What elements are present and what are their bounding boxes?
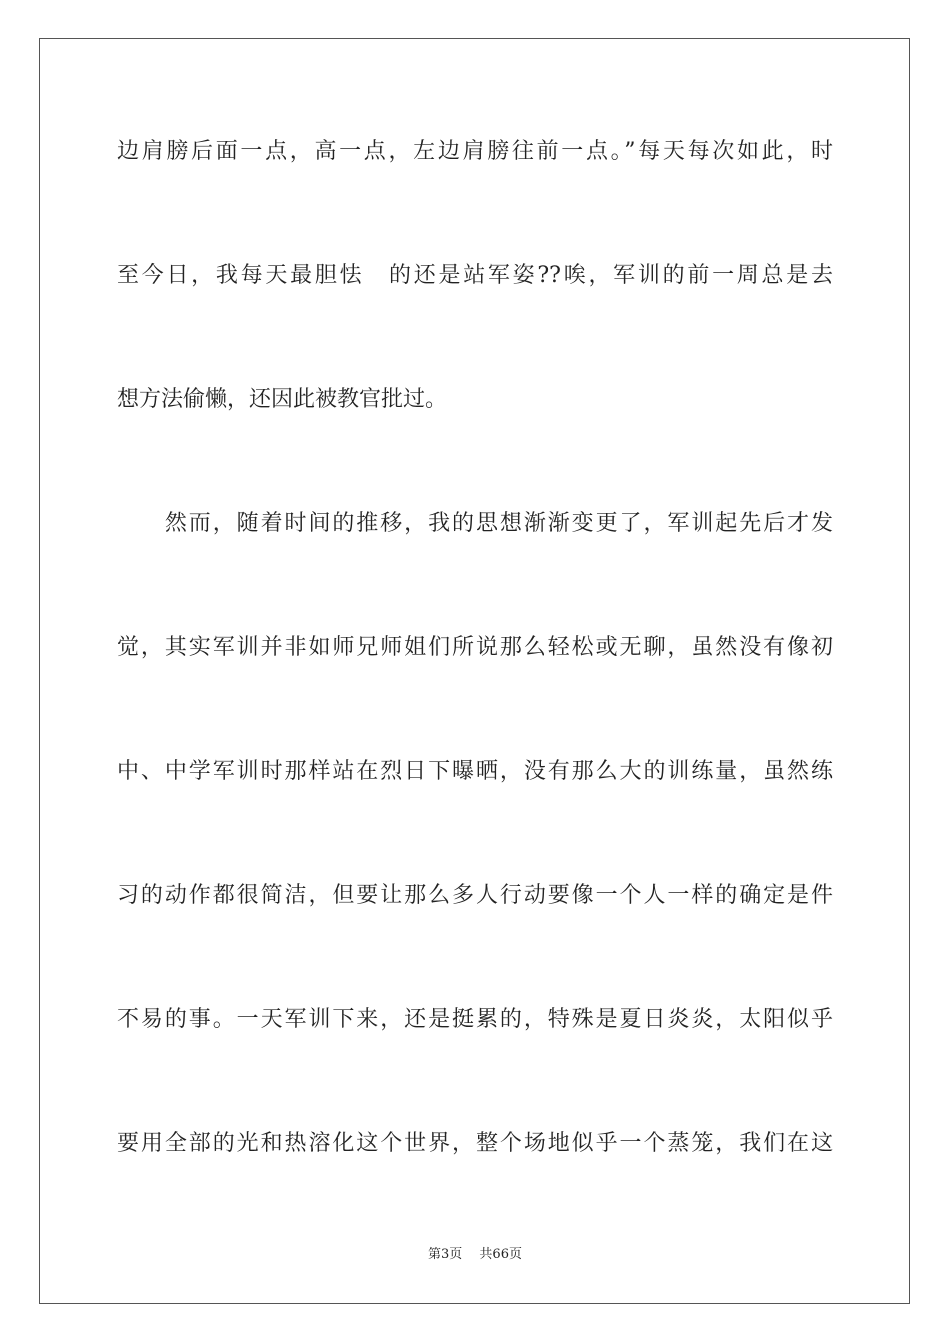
text-line: 不易的事。一天军训下来，还是挺累的，特殊是夏日炎炎，太阳似乎: [117, 1007, 833, 1032]
text-line: 中、中学军训时那样站在烈日下曝晒，没有那么大的训练量，虽然练: [117, 759, 833, 784]
text-line: 然而，随着时间的推移，我的思想渐渐变更了，军训起先后才发: [117, 511, 833, 536]
text-line: 至今日，我每天最胆怯 的还是站军姿??唉，军训的前一周总是去: [117, 263, 833, 288]
text-line: 觉，其实军训并非如师兄师姐们所说那么轻松或无聊，虽然没有像初: [117, 635, 833, 660]
text-line: 边肩膀后面一点，高一点，左边肩膀往前一点。”每天每次如此，时: [117, 139, 833, 164]
page-number-footer: 第3页 共66页: [428, 1247, 522, 1262]
text-line: 要用全部的光和热溶化这个世界，整个场地似乎一个蒸笼，我们在这: [117, 1131, 833, 1156]
text-line: 习的动作都很简洁，但要让那么多人行动要像一个人一样的确定是件: [117, 883, 833, 908]
page-border: [39, 38, 910, 1304]
text-line: 想方法偷懒，还因此被教官批过。: [117, 387, 448, 412]
